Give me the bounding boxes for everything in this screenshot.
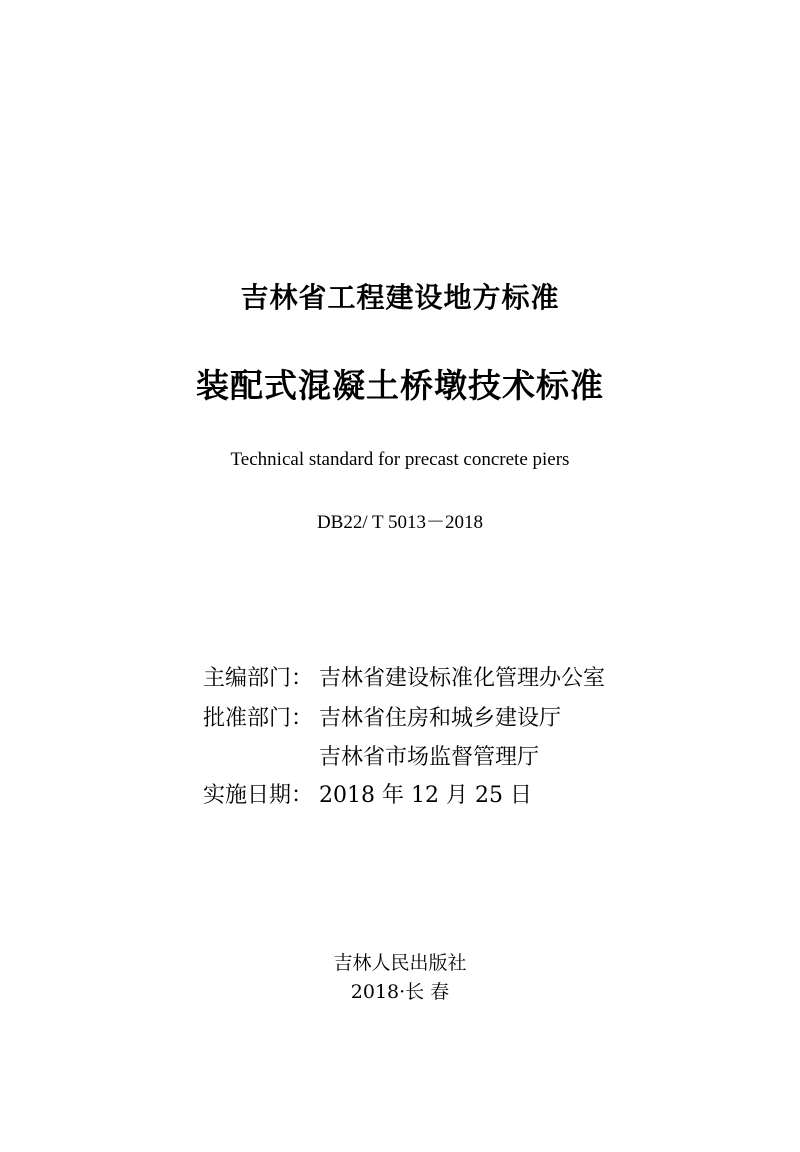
approver-row-2 bbox=[203, 743, 539, 773]
editor-value: 吉林省建设标准化管理办公室 bbox=[319, 666, 606, 691]
standard-code: DB22/ T 5013－2018 bbox=[316, 512, 484, 533]
effective-value: 2018 年 12 月 25 日 bbox=[319, 783, 532, 808]
editor-label: 主编部门： bbox=[203, 666, 314, 691]
approver-value-1: 吉林省住房和城乡建设厅 bbox=[319, 706, 562, 731]
editor-row bbox=[203, 664, 605, 694]
effective-date-row bbox=[203, 781, 532, 811]
effective-label: 实施日期： bbox=[203, 783, 314, 808]
english-title: Technical standard for precast concrete piers bbox=[230, 449, 570, 470]
approver-value-2: 吉林省市场监督管理厅 bbox=[319, 745, 540, 770]
publish-place-date: 2018·长 春 bbox=[350, 981, 450, 1003]
series-title: 吉林省工程建设地方标准 bbox=[240, 281, 560, 314]
publisher: 吉林人民出版社 bbox=[333, 952, 467, 974]
approver-label: 批准部门： bbox=[203, 706, 314, 731]
document-title: 装配式混凝土桥墩技术标准 bbox=[196, 366, 604, 405]
approver-row bbox=[203, 704, 561, 734]
